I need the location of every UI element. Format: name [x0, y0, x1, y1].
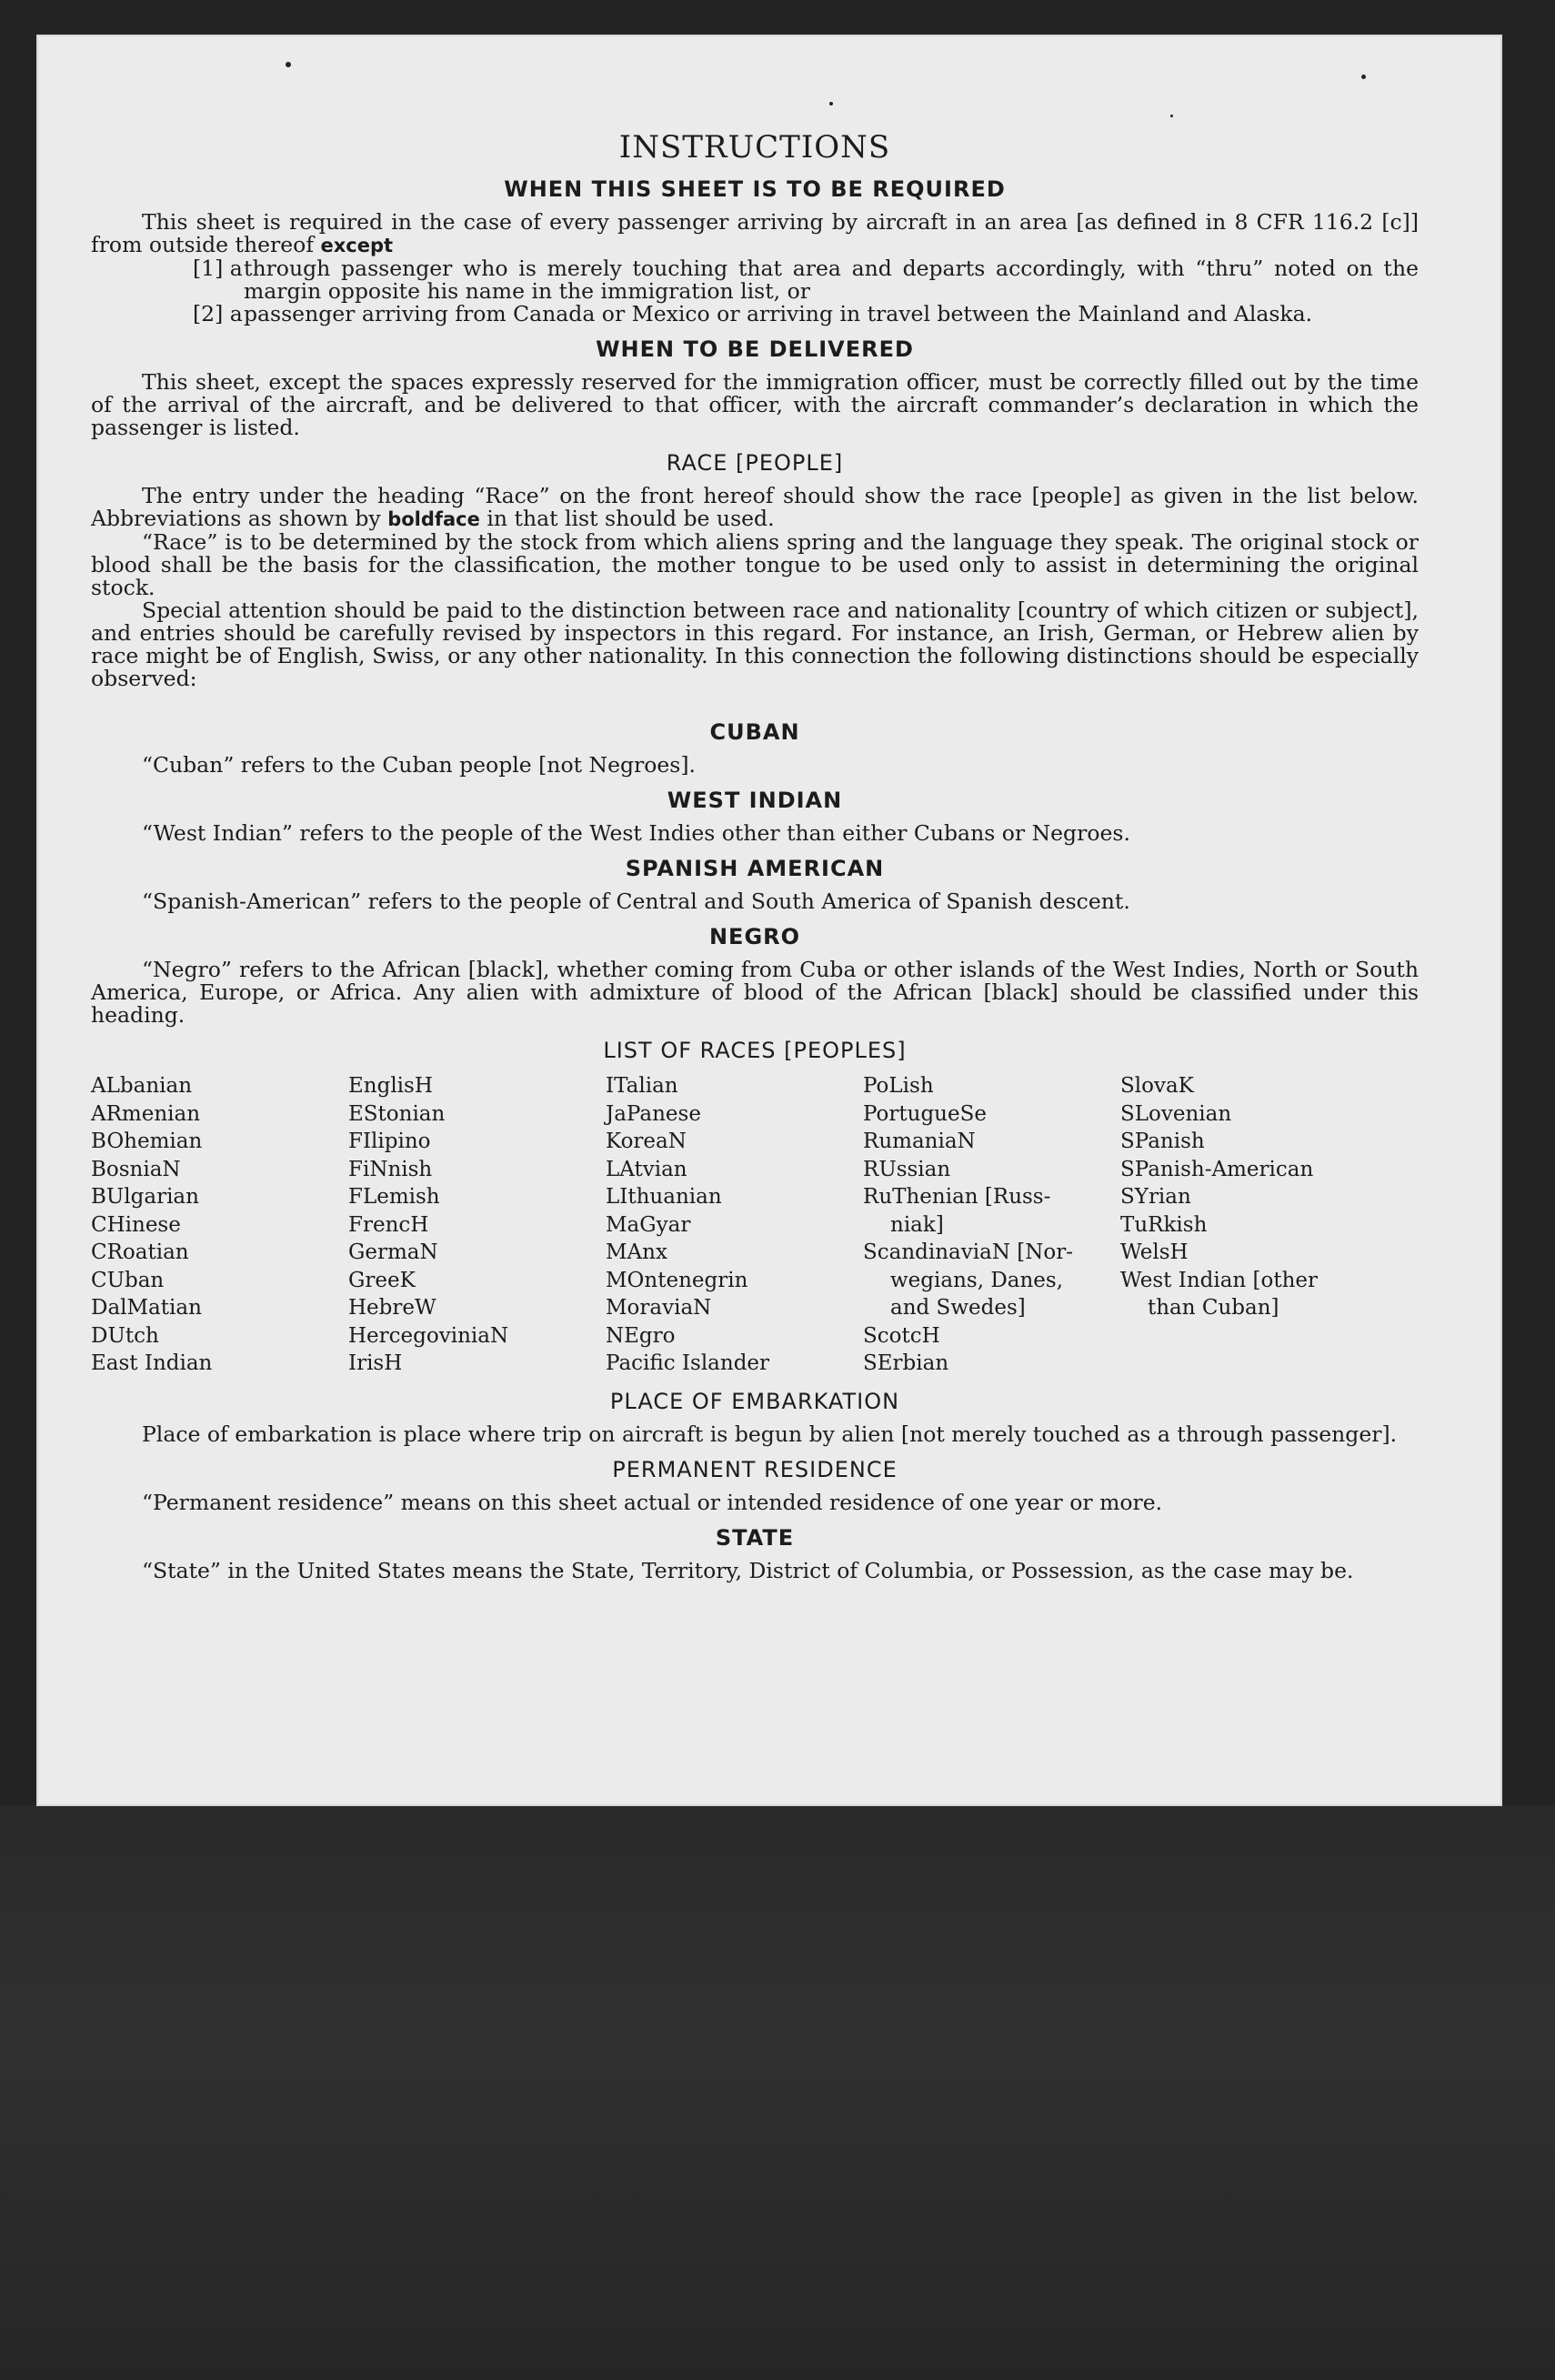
race-entry: LIthuanian	[606, 1185, 722, 1209]
race-entry: RUssian	[863, 1157, 951, 1181]
race-entry: BUlgarian	[91, 1185, 199, 1209]
race-entry: BOhemian	[91, 1130, 203, 1153]
race-entry: SPanish-American	[1120, 1157, 1314, 1181]
race-entry: SlovaK	[1120, 1074, 1194, 1098]
race-entry: ARmenian	[91, 1101, 201, 1126]
race-entry: BosniaN	[91, 1157, 181, 1181]
race-entry: IrisH	[348, 1351, 403, 1375]
race-entry: NEgro	[606, 1323, 676, 1348]
delivered-text: This sheet, except the spaces expressly reserved for the immigration officer, must be correctly filled out by the time of the arrival of the aircraft, and be delivered to that officer, with the aircraft commander’s declaration in which the passenger is listed.	[91, 369, 1419, 440]
race-paragraph-1: The entry under the heading “Race” on the front hereof should show the race [people] as given in the list below. Abbreviations as shown by boldface in that list should be used.	[91, 483, 1419, 531]
heading-negro: NEGRO	[708, 924, 801, 949]
race-entry: CUban	[91, 1268, 165, 1292]
race-entry: East Indian	[91, 1351, 213, 1375]
races-column-5	[1120, 1072, 1378, 1378]
race-entry: West Indian [other	[1120, 1268, 1319, 1292]
page-title: INSTRUCTIONS	[618, 129, 891, 166]
race-entry: RuThenian [Russ-	[863, 1185, 1051, 1209]
required-item-1: [1] a through passenger who is merely touching that area and departs accordingly, with “thru” noted on the margin opposite his name in the immigration list, or	[193, 256, 1419, 304]
heading-west-indian: WEST INDIAN	[667, 788, 843, 813]
race-entry: ITalian	[606, 1074, 678, 1098]
race-entry: and Swedes]	[890, 1296, 1026, 1320]
races-column-4	[863, 1072, 1120, 1378]
race-entry: niak]	[890, 1212, 944, 1237]
heading-cuban: CUBAN	[709, 719, 800, 745]
race-entry: RumaniaN	[863, 1130, 976, 1153]
race-entry: FIlipino	[348, 1130, 431, 1153]
race-entry: than Cuban]	[1148, 1296, 1279, 1320]
race-entry: GermaN	[348, 1240, 438, 1264]
speck	[1361, 75, 1366, 79]
heading-residence: PERMANENT RESIDENCE	[612, 1456, 898, 1482]
race-entry: WelsH	[1120, 1240, 1189, 1264]
race-entry: SLovenian	[1120, 1101, 1232, 1126]
state-text: “State” in the United States means the State, Territory, District of Columbia, or Possession, as the case may be.	[142, 1557, 1354, 1583]
race-entry: ScotcH	[863, 1323, 940, 1348]
scan-background	[0, 1805, 1555, 2380]
race-entry: HercegoviniaN	[348, 1323, 509, 1348]
race-entry: DalMatian	[91, 1296, 202, 1320]
race-entry: PoLish	[863, 1074, 934, 1098]
race-entry: MOntenegrin	[606, 1268, 748, 1292]
race-paragraph-2: “Race” is to be determined by the stock from which aliens spring and the language they speak. The original stock or blood shall be the basis for the classification, the mother tongue to be used only to assist in determining the original stock.	[91, 529, 1419, 600]
document-body	[91, 102, 1419, 1582]
race-paragraph-3: Special attention should be paid to the distinction between race and nationality [country of which citizen or subject], and entries should be carefully revised by inspectors in this regard. For instance, an Irish, German, or Hebrew alien by race might be of English, Swiss, or any other nationality. In this connection the following distinctions should be especially observed:	[91, 598, 1419, 691]
required-intro: This sheet is required in the case of every passenger arriving by aircraft in an area [as defined in 8 CFR 116.2 [c]] from outside thereof except	[91, 209, 1419, 257]
speck	[286, 62, 291, 67]
races-list	[91, 1072, 1419, 1378]
race-entry: FiNnish	[348, 1157, 433, 1181]
heading-list-of-races: LIST OF RACES [PEOPLES]	[603, 1038, 907, 1063]
race-entry: LAtvian	[606, 1157, 687, 1181]
negro-text: “Negro” refers to the African [black], whether coming from Cuba or other islands of the West Indies, North or South America, Europe, or Africa. Any alien with admixture of blood of the African [black] should be classified under this heading.	[91, 957, 1419, 1028]
race-entry: Pacific Islander	[606, 1351, 770, 1375]
race-entry: KoreaN	[606, 1130, 687, 1153]
required-item-2: [2] a passenger arriving from Canada or Mexico or arriving in travel between the Mainland and Alaska.	[193, 301, 1313, 326]
west-indian-text: “West Indian” refers to the people of the West Indies other than either Cubans or Negroes.	[142, 820, 1130, 846]
race-entry: TuRkish	[1120, 1212, 1208, 1237]
race-entry: MAnx	[606, 1240, 667, 1264]
race-entry: MaGyar	[606, 1212, 691, 1237]
race-entry: SPanish	[1120, 1130, 1205, 1153]
heading-embarkation: PLACE OF EMBARKATION	[609, 1388, 900, 1414]
race-entry: GreeK	[348, 1268, 416, 1292]
races-column-2	[348, 1072, 606, 1378]
race-entry: EnglisH	[348, 1074, 433, 1098]
race-entry: MoraviaN	[606, 1296, 712, 1320]
races-column-3	[606, 1072, 863, 1378]
race-entry: FLemish	[348, 1185, 440, 1209]
race-entry: SErbian	[863, 1351, 949, 1375]
race-entry: EStonian	[348, 1101, 446, 1126]
cuban-text: “Cuban” refers to the Cuban people [not Negroes].	[142, 752, 697, 778]
residence-text: “Permanent residence” means on this sheet actual or intended residence of one year or more.	[142, 1489, 1163, 1515]
race-entry: FrencH	[348, 1212, 429, 1237]
heading-required: WHEN THIS SHEET IS TO BE REQUIRED	[504, 176, 1006, 202]
heading-delivered: WHEN TO BE DELIVERED	[596, 336, 914, 362]
spanish-american-text: “Spanish-American” refers to the people of Central and South America of Spanish descent.	[142, 889, 1130, 914]
heading-race: RACE [PEOPLE]	[666, 450, 844, 476]
heading-spanish-american: SPANISH AMERICAN	[625, 856, 885, 881]
race-entry: ALbanian	[91, 1074, 193, 1098]
race-entry: CHinese	[91, 1212, 181, 1237]
race-entry: wegians, Danes,	[890, 1268, 1064, 1292]
race-entry: JaPanese	[606, 1101, 701, 1126]
race-entry: DUtch	[91, 1323, 159, 1348]
race-entry: SYrian	[1120, 1185, 1191, 1209]
race-entry: HebreW	[348, 1296, 436, 1320]
race-entry: CRoatian	[91, 1240, 189, 1264]
heading-state: STATE	[715, 1524, 795, 1551]
race-entry: ScandinaviaN [Nor-	[863, 1240, 1073, 1264]
embarkation-text: Place of embarkation is place where trip on aircraft is begun by alien [not merely touched as a through passenger].	[142, 1421, 1398, 1447]
races-column-1	[91, 1072, 348, 1378]
race-entry: PortugueSe	[863, 1101, 987, 1126]
